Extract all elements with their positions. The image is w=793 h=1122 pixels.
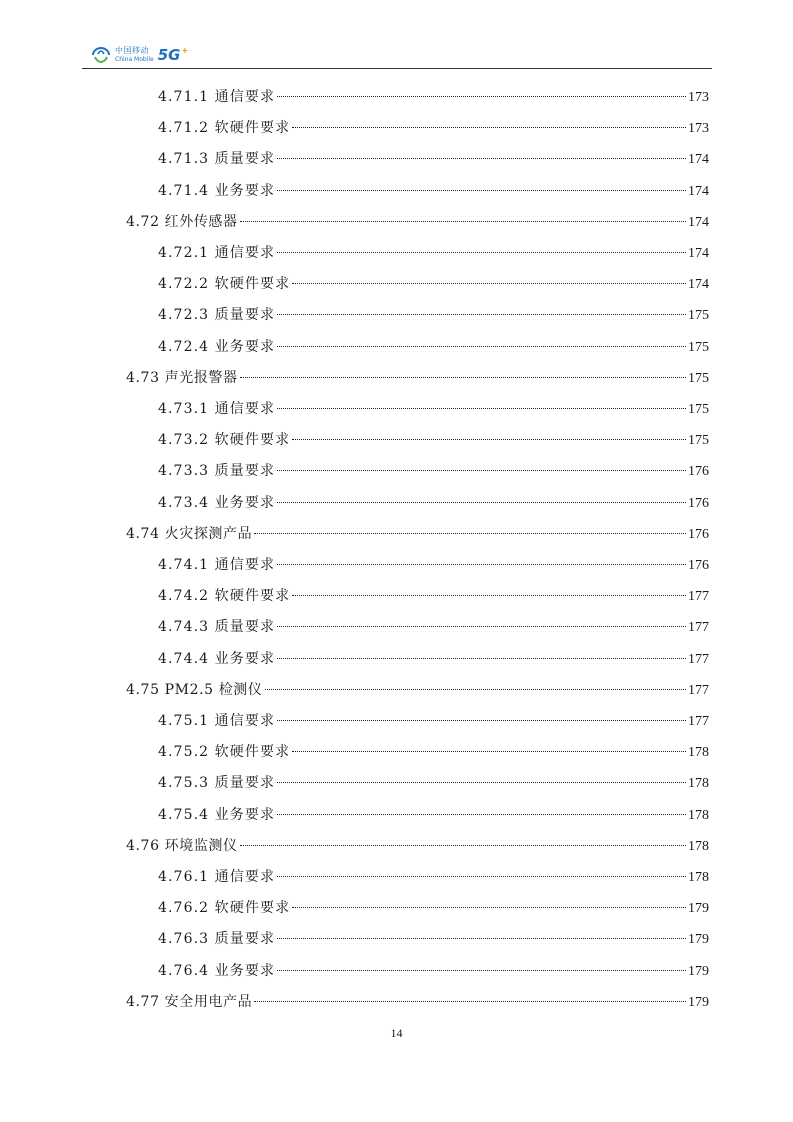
toc-entry-title: 4.74.1 通信要求	[158, 557, 276, 573]
china-mobile-logo-icon	[90, 44, 112, 66]
toc-dot-leader	[292, 751, 686, 752]
china-mobile-logo	[90, 44, 188, 66]
toc-dot-leader	[265, 689, 687, 690]
toc-dot-leader	[277, 252, 686, 253]
toc-entry-page: 178	[688, 807, 709, 823]
toc-subsection-entry[interactable]	[158, 897, 709, 917]
5g-label: 5G	[157, 46, 181, 64]
toc-entry-page: 178	[688, 745, 709, 761]
toc-entry-page: 178	[688, 838, 709, 854]
toc-entry-title: 4.76.4 业务要求	[158, 962, 276, 979]
toc-subsection-entry[interactable]	[158, 585, 709, 605]
toc-entry-page: 175	[688, 402, 709, 417]
brand-text	[115, 47, 154, 63]
toc-entry-page: 176	[688, 526, 709, 542]
toc-dot-leader	[277, 158, 686, 159]
toc-dot-leader	[240, 845, 686, 846]
toc-subsection-entry[interactable]	[158, 336, 709, 356]
toc-entry-title: 4.73.1 通信要求	[158, 401, 276, 417]
toc-entry-title: 4.73.4 业务要求	[158, 494, 276, 511]
toc-subsection-entry[interactable]	[158, 398, 709, 418]
toc-subsection-entry[interactable]	[158, 242, 709, 262]
toc-entry-title: 4.75.2 软硬件要求	[158, 744, 291, 761]
brand-name-en: China Mobile	[115, 56, 154, 63]
toc-dot-leader	[277, 626, 686, 627]
toc-entry-page: 178	[688, 870, 709, 885]
toc-entry-page: 173	[688, 90, 709, 105]
toc-entry-page: 177	[688, 620, 709, 636]
toc-entry-title: 4.75.4 业务要求	[158, 806, 276, 823]
header-divider	[82, 68, 712, 69]
toc-dot-leader	[277, 346, 686, 347]
toc-dot-leader	[240, 221, 686, 222]
toc-entry-page: 176	[688, 464, 709, 480]
brand-name-cn: 中国移动	[115, 46, 149, 55]
toc-dot-leader	[277, 470, 686, 471]
toc-section-entry[interactable]	[126, 367, 709, 387]
toc-section-entry[interactable]	[126, 679, 709, 699]
toc-entry-title: 4.71.4 业务要求	[158, 182, 276, 199]
toc-section-entry[interactable]	[126, 523, 709, 543]
toc-dot-leader	[277, 938, 686, 939]
toc-entry-title: 4.73 声光报警器	[126, 369, 238, 386]
toc-subsection-entry[interactable]	[158, 616, 709, 636]
toc-subsection-entry[interactable]	[158, 648, 709, 668]
page-number: 14	[390, 1026, 403, 1040]
toc-entry-title: 4.76 环境监测仪	[126, 837, 238, 854]
toc-entry-title: 4.71.3 质量要求	[158, 151, 276, 168]
page-header	[82, 40, 712, 70]
toc-subsection-entry[interactable]	[158, 86, 709, 106]
toc-dot-leader	[292, 439, 686, 440]
toc-dot-leader	[292, 283, 686, 284]
toc-subsection-entry[interactable]	[158, 429, 709, 449]
toc-dot-leader	[277, 502, 686, 503]
toc-section-entry[interactable]	[126, 211, 709, 231]
toc-entry-title: 4.74 火灾探测产品	[126, 525, 253, 542]
toc-entry-title: 4.75.1 通信要求	[158, 713, 276, 729]
toc-entry-title: 4.77 安全用电产品	[126, 993, 253, 1010]
toc-subsection-entry[interactable]	[158, 866, 709, 886]
toc-entry-page: 175	[688, 370, 709, 386]
toc-subsection-entry[interactable]	[158, 928, 709, 948]
toc-entry-page: 174	[688, 246, 709, 261]
toc-dot-leader	[292, 127, 686, 128]
toc-subsection-entry[interactable]	[158, 710, 709, 730]
toc-entry-page: 179	[688, 994, 709, 1010]
toc-entry-page: 175	[688, 339, 709, 355]
toc-entry-title: 4.76.3 质量要求	[158, 931, 276, 948]
toc-entry-title: 4.75.3 质量要求	[158, 775, 276, 792]
toc-subsection-entry[interactable]	[158, 180, 709, 200]
toc-entry-page: 177	[688, 651, 709, 667]
toc-entry-title: 4.73.3 质量要求	[158, 463, 276, 480]
toc-entry-title: 4.74.4 业务要求	[158, 650, 276, 667]
toc-entry-page: 177	[688, 682, 709, 698]
toc-entry-title: 4.72.1 通信要求	[158, 245, 276, 261]
toc-dot-leader	[277, 720, 686, 721]
toc-dot-leader	[277, 190, 686, 191]
5g-logo	[158, 46, 188, 64]
toc-entry-page: 179	[688, 901, 709, 917]
toc-dot-leader	[292, 595, 686, 596]
toc-entry-page: 175	[688, 433, 709, 449]
toc-dot-leader	[277, 970, 686, 971]
toc-subsection-entry[interactable]	[158, 741, 709, 761]
toc-subsection-entry[interactable]	[158, 117, 709, 137]
toc-dot-leader	[277, 814, 686, 815]
toc-entry-page: 174	[688, 214, 709, 230]
toc-subsection-entry[interactable]	[158, 554, 709, 574]
toc-entry-title: 4.74.2 软硬件要求	[158, 588, 291, 605]
toc-entry-title: 4.76.2 软硬件要求	[158, 900, 291, 917]
toc-dot-leader	[277, 314, 686, 315]
toc-dot-leader	[277, 564, 686, 565]
toc-entry-page: 176	[688, 495, 709, 511]
toc-dot-leader	[277, 408, 686, 409]
toc-entry-title: 4.75 PM2.5 检测仪	[126, 681, 263, 698]
toc-entry-page: 179	[688, 963, 709, 979]
toc-subsection-entry[interactable]	[158, 804, 709, 824]
toc-section-entry[interactable]	[126, 835, 709, 855]
toc-entry-page: 177	[688, 589, 709, 605]
toc-subsection-entry[interactable]	[158, 960, 709, 980]
toc-entry-page: 177	[688, 714, 709, 729]
toc-entry-title: 4.72 红外传感器	[126, 213, 238, 230]
5g-plus-mark: +	[181, 46, 189, 55]
toc-entry-page: 179	[688, 932, 709, 948]
toc-entry-page: 174	[688, 183, 709, 199]
toc-entry-page: 174	[688, 152, 709, 168]
toc-subsection-entry[interactable]	[158, 304, 709, 324]
toc-entry-page: 173	[688, 121, 709, 137]
toc-subsection-entry[interactable]	[158, 772, 709, 792]
toc-entry-title: 4.72.3 质量要求	[158, 307, 276, 324]
toc-dot-leader	[292, 907, 686, 908]
toc-entry-title: 4.72.4 业务要求	[158, 338, 276, 355]
toc-entry-page: 174	[688, 277, 709, 293]
toc-entry-title: 4.73.2 软硬件要求	[158, 432, 291, 449]
toc-entry-title: 4.72.2 软硬件要求	[158, 276, 291, 293]
toc-subsection-entry[interactable]	[158, 460, 709, 480]
toc-dot-leader	[254, 1001, 686, 1002]
toc-entry-title: 4.74.3 质量要求	[158, 619, 276, 636]
toc-dot-leader	[277, 96, 686, 97]
toc-entry-title: 4.71.1 通信要求	[158, 89, 276, 105]
toc-entry-title: 4.76.1 通信要求	[158, 869, 276, 885]
toc-dot-leader	[277, 658, 686, 659]
toc-entry-page: 176	[688, 558, 709, 573]
toc-dot-leader	[254, 533, 686, 534]
toc-dot-leader	[240, 377, 686, 378]
toc-subsection-entry[interactable]	[158, 148, 709, 168]
toc-subsection-entry[interactable]	[158, 273, 709, 293]
toc-subsection-entry[interactable]	[158, 492, 709, 512]
toc-entry-title: 4.71.2 软硬件要求	[158, 120, 291, 137]
toc-entry-page: 178	[688, 776, 709, 792]
toc-dot-leader	[277, 876, 686, 877]
toc-entry-page: 175	[688, 308, 709, 324]
toc-dot-leader	[277, 782, 686, 783]
toc-section-entry[interactable]	[126, 991, 709, 1011]
